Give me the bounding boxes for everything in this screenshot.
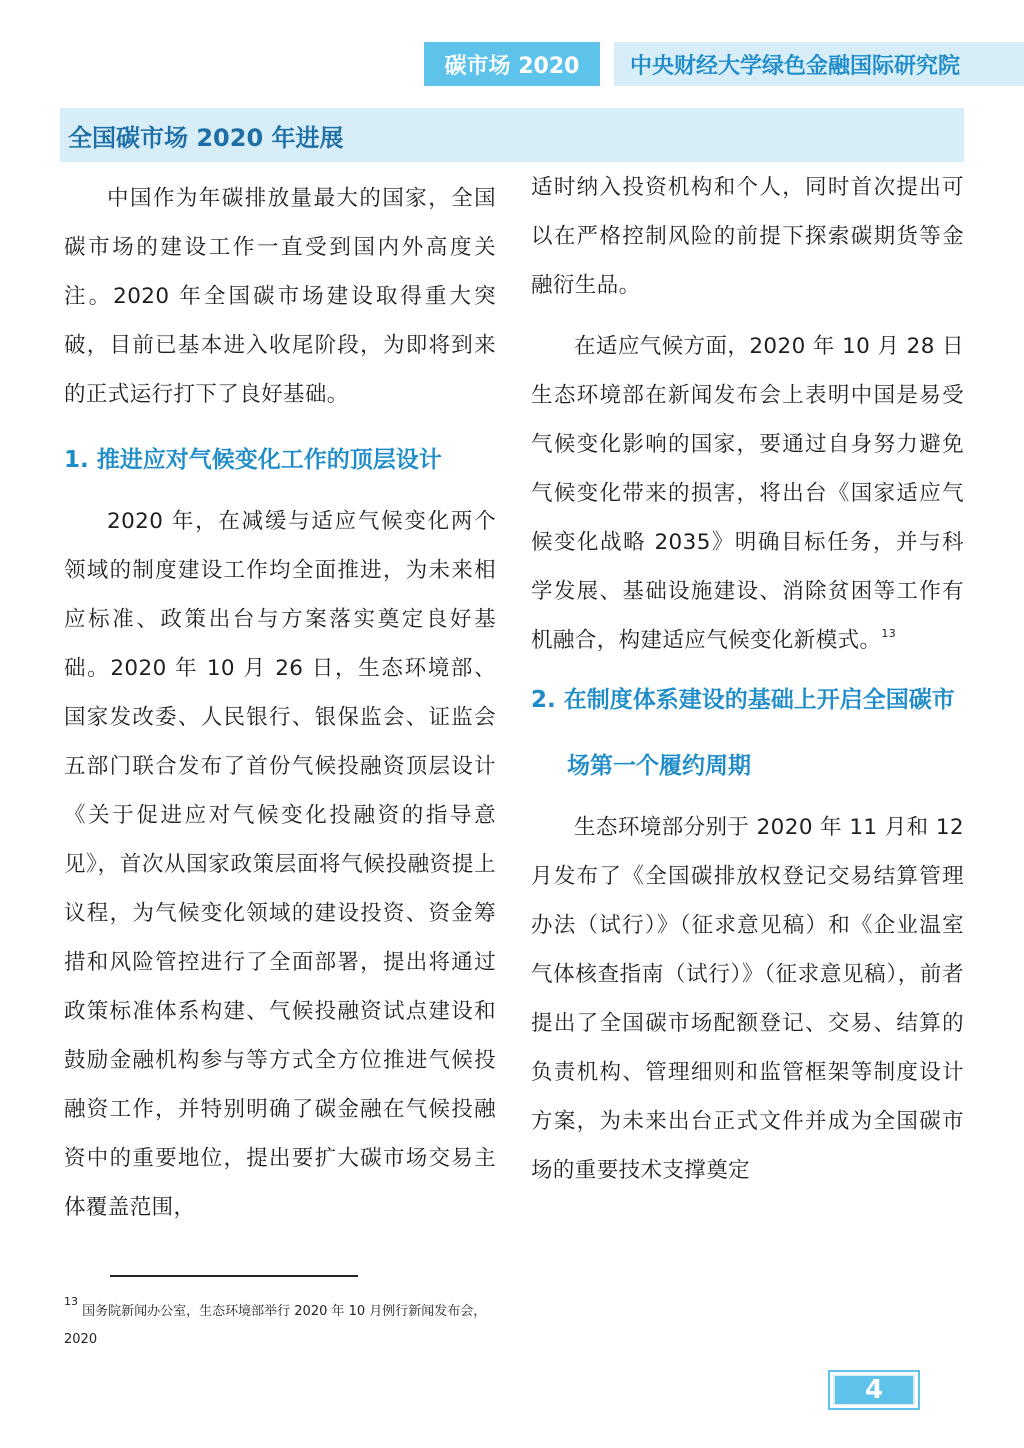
paragraph-3: 生态环境部分别于 2020 年 11 月和 12 月发布了《全国碳排放权登记交易结算管理办法（试行）》（征求意见稿）和《企业温室气体核查指南（试行）》（征求意见稿），前者提出了全国碳市场配额登记、交易、结算的负责机构、管理细则和监管框架等制度设计方案，为未来出台正式文件并成为全国碳市场的重要技术支撑奠定 [531,815,964,1183]
header-title-badge: 碳市场 2020 [424,42,600,86]
footnote [64,1295,504,1354]
page-number-badge [828,1370,920,1410]
footnote-ref: 13 [881,627,897,640]
continued-paragraph: 适时纳入投资机构和个人，同时首次提出可以在严格控制风险的前提下探索碳期货等金融衍生品。 [531,175,964,298]
paragraph-2 [531,322,964,665]
intro-paragraph: 中国作为年碳排放量最大的国家，全国碳市场的建设工作一直受到国内外高度关注。2020 年全国碳市场建设取得重大突破，目前已基本进入收尾阶段，为即将到来的正式运行打下了良好基础。 [64,186,496,407]
footnote-divider [110,1275,358,1277]
right-column [531,163,964,1195]
heading-2: 2. 在制度体系建设的基础上开启全国碳市场第一个履约周期 [531,687,955,779]
footnote-number: 13 [64,1295,78,1308]
section-title: 全国碳市场 2020 年进展 [60,108,964,162]
heading-1: 1. 推进应对气候变化工作的顶层设计 [64,447,442,473]
paragraph-2-text: 在适应气候方面，2020 年 10 月 28 日生态环境部在新闻发布会上表明中国是易受气候变化影响的国家，要通过自身努力避免气候变化带来的损害，将出台《国家适应气候变化战略 2035》明确目标任务，并与科学发展、基础设施建设、消除贫困等工作有机融合，构建适应气候变化新模式。 [531,334,964,653]
paragraph-1: 2020 年，在减缓与适应气候变化两个领域的制度建设工作均全面推进，为未来相应标准、政策出台与方案落实奠定良好基础。2020 年 10 月 26 日，生态环境部、国家发改委、人民银行、银保监会、证监会五部门联合发布了首份气候投融资顶层设计《关于促进应对气候变化投融资的指导意见》，首次从国家政策层面将气候投融资提上议程，为气候变化领域的建设投资、资金筹措和风险管控进行了全面部署，提出将通过政策标准体系构建、气候投融资试点建设和鼓励金融机构参与等方式全方位推进气候投融资工作，并特别明确了碳金融在气候投融资中的重要地位，提出要扩大碳市场交易主体覆盖范围， [64,509,496,1220]
footnote-text: 国务院新闻办公室，生态环境部举行 2020 年 10 月例行新闻发布会，2020 [64,1304,487,1347]
header-institution: 中央财经大学绿色金融国际研究院 [614,42,1024,86]
left-column [64,174,496,1232]
page-number: 4 [835,1376,913,1404]
